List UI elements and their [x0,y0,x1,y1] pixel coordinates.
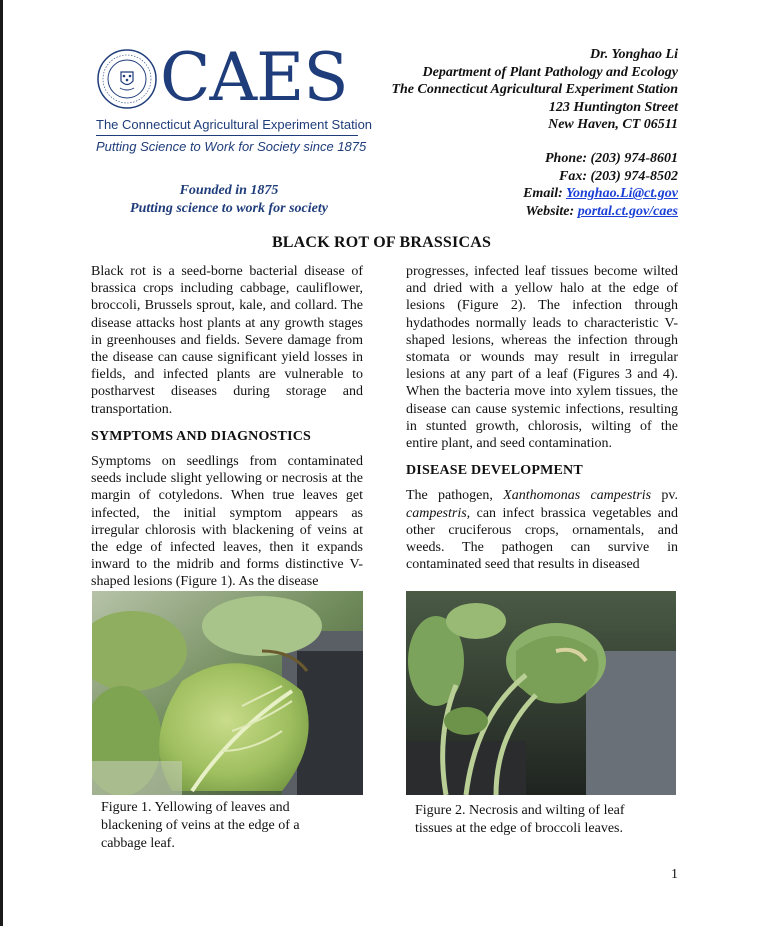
figure-1-photo [92,591,363,795]
dev-text: can infect brassica vegetables and other cruciferous crops, ornamentals, and weeds. The pathogen can survive in contaminated seed that results in diseased [406,505,678,573]
email-row [391,185,678,203]
left-column [91,263,363,599]
station-name: The Connecticut Agricultural Experiment Station [96,117,358,136]
symptoms-paragraph: Symptoms on seedlings from contaminated seeds include slight yellowing or necrosis at the margin of cotyledons. When true leaves get infected, the initial symptom appears as irregular chlorosis with blackening of veins at the edge of infected leaves, then it expands inward to the midrib and forms distinctive V-shaped lesions (Figure 1). As the disease [91,454,363,590]
founded-tagline: Putting science to work for society [130,201,328,216]
city-address: New Haven, CT 06511 [548,117,678,133]
contact-block [391,46,678,220]
department: Department of Plant Pathology and Ecology [422,64,678,80]
pathogen-name: Xanthomonas campestris [503,488,652,504]
website-label: Website: [525,203,575,219]
institution: The Connecticut Agricultural Experiment Station [391,82,678,98]
website-link[interactable]: portal.ct.gov/caes [577,203,678,219]
page-edge [0,0,3,926]
email-link[interactable]: Yonghao.Li@ct.gov [566,186,678,202]
symptoms-heading: SYMPTOMS AND DIAGNOSTICS [91,428,312,444]
dev-text: pv. [651,488,678,504]
caes-seal-icon [96,48,158,110]
figure-1-caption: Figure 1. Yellowing of leaves and blackening of veins at the edge of a cabbage leaf. [101,800,300,851]
development-heading: DISEASE DEVELOPMENT [406,463,583,479]
figure-2-photo [406,591,676,795]
station-tagline: Putting Science to Work for Society since 1875 [96,139,367,154]
street-address: 123 Huntington Street [548,99,678,115]
intro-paragraph: Black rot is a seed-borne bacterial disease of brassica crops including cabbage, cauliflower, broccoli, Brussels sprout, kale, and collard. The disease attacks host plants at any growth stages in greenhouses and fields. Severe damage from the disease can cause significant yield losses in fields, and infected plants are vulnerable to postharvest diseases during storage and transportation. [91,264,363,417]
right-column [406,263,678,581]
phone: Phone: (203) 974-8601 [545,150,678,166]
caes-wordmark: CAES [160,39,348,116]
founded-line: Founded in 1875 [179,183,279,198]
website-row [391,203,678,221]
author-name: Dr. Yonghao Li [589,47,678,62]
continued-paragraph: progresses, infected leaf tissues become wilted and dried with a yellow halo at the edge of lesions (Figure 2). The infection through hydathodes normally leads to characteristic V-shaped lesions, whereas the infection through stomata or wounds may result in irregular lesions at any part of a leaf (Figures 3 and 4). When the bacteria move into xylem tissues, the disease can cause systemic infections, resulting in stunted growth, chlorosis, wilting of the entire plant, and seed contamination. [406,264,678,452]
page-number: 1 [671,867,678,882]
document-title: BLACK ROT OF BRASSICAS [271,234,492,251]
email-label: Email: [523,186,563,202]
figure-2-caption: Figure 2. Necrosis and wilting of leaf tissues at the edge of broccoli leaves. [415,803,625,836]
pathovar-name: campestris, [406,505,471,521]
fax: Fax: (203) 974-8502 [559,168,678,184]
development-paragraph [406,487,678,573]
dev-text: The pathogen, [406,488,504,504]
